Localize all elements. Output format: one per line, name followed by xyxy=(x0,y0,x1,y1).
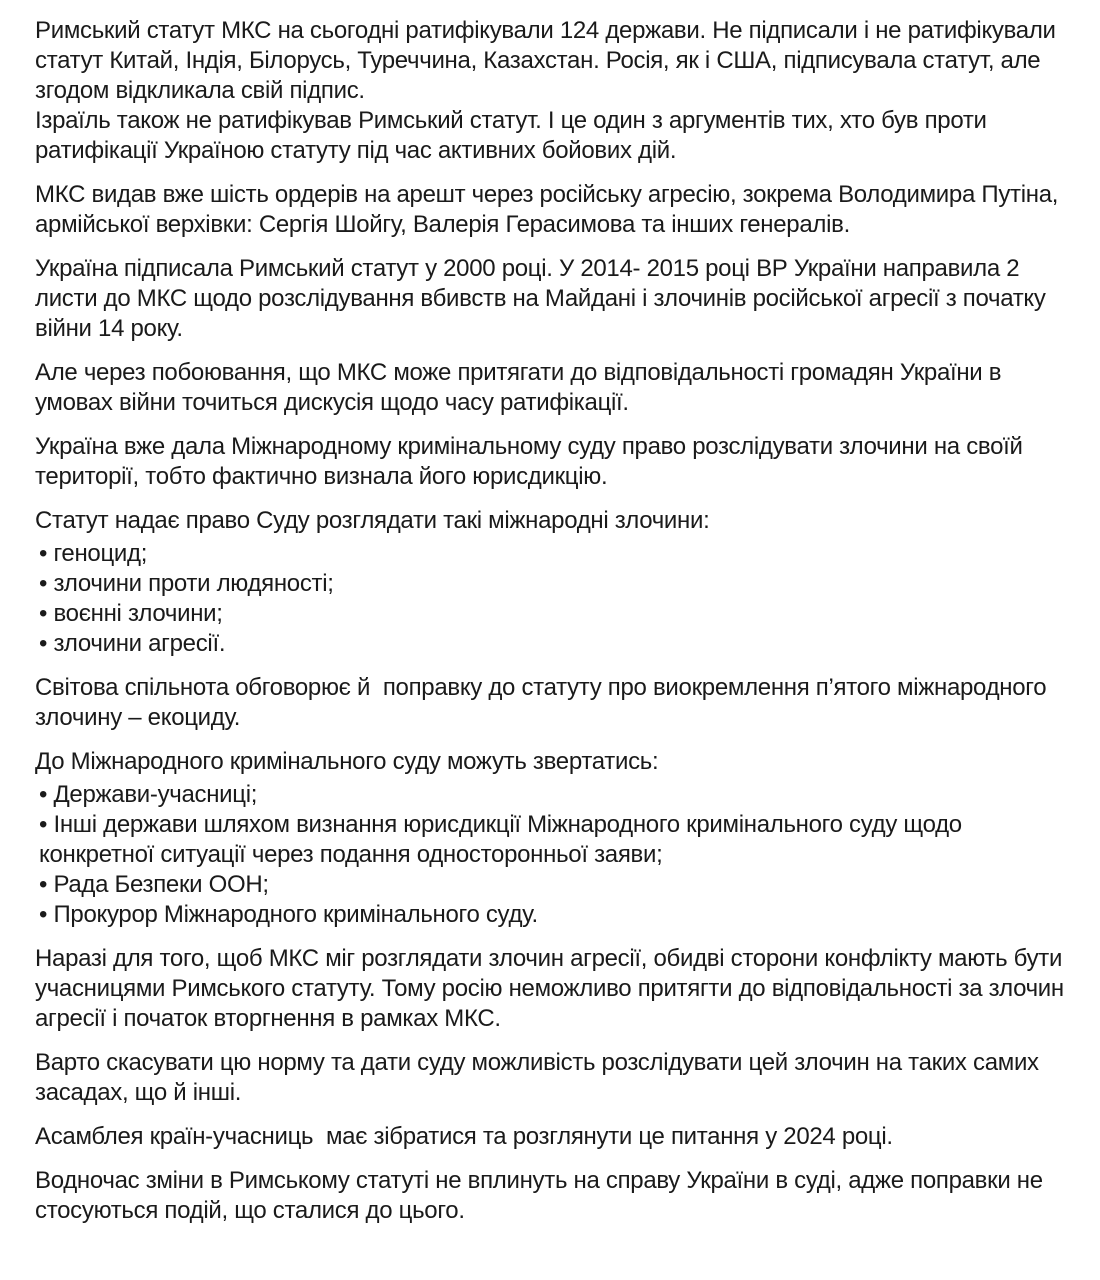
paragraph: Україна вже дала Міжнародному кримінальному суду право розслідувати злочини на своїй території, тобто фактично визнала його юрисдикцію. xyxy=(35,433,1029,490)
list-item: • воєнні злочини; xyxy=(39,600,223,627)
paragraph: До Міжнародного кримінального суду можуть звертатись: xyxy=(35,748,659,775)
list-item: • Держави-учасниці; xyxy=(39,781,258,808)
paragraph: Україна підписала Римський статут у 2000 році. У 2014- 2015 році ВР України направила 2 листи до МКС щодо розслідування вбивств на Майдані і злочинів російської агресії з початку війни 14 року. xyxy=(35,255,1052,342)
paragraph: Світова спільнота обговорює й поправку до статуту про виокремлення п’ятого міжнародного злочину – екоциду. xyxy=(35,674,1053,731)
list-item: • Рада Безпеки ООН; xyxy=(39,871,269,898)
list-item: • злочини агресії. xyxy=(39,630,226,657)
list-item: • злочини проти людяності; xyxy=(39,570,334,597)
paragraph: Наразі для того, щоб МКС міг розглядати злочин агресії, обидві сторони конфлікту мають бути учасницями Римського статуту. Тому росію неможливо притягти до відповідальності за злочин агресії і початок вторгнення в рамках МКС. xyxy=(35,945,1071,1032)
paragraph: Статут надає право Суду розглядати такі міжнародні злочини: xyxy=(35,507,710,534)
paragraph: Але через побоювання, що МКС може притягати до відповідальності громадян України в умовах війни точиться дискусія щодо часу ратифікації. xyxy=(35,359,1008,416)
paragraph: Римський статут МКС на сьогодні ратифікували 124 держави. Не підписали і не ратифікували статут Китай, Індія, Білорусь, Туреччина, Казахстан. Росія, як і США, підписувала статут, але згодом відкликала свій підпис. xyxy=(35,17,1063,104)
bullet-list xyxy=(35,780,1065,930)
paragraph: Варто скасувати цю норму та дати суду можливість розслідувати цей злочин на таких самих засадах, що й інші. xyxy=(35,1049,1046,1106)
list-item: • Прокурор Міжнародного кримінального суду. xyxy=(39,901,538,928)
paragraph: Асамблея країн-учасниць має зібратися та розглянути це питання у 2024 році. xyxy=(35,1123,893,1150)
paragraph: Ізраїль також не ратифікував Римський статут. І це один з аргументів тих, хто був проти ратифікації Україною статуту під час активних бойових дій. xyxy=(35,107,994,164)
list-item: • Інші держави шляхом визнання юрисдикції Міжнародного кримінального суду щодо конкретної ситуації через подання односторонньої заяви; xyxy=(39,811,969,868)
bullet-list xyxy=(35,539,1065,659)
paragraph: МКС видав вже шість ордерів на арешт через російську агресію, зокрема Володимира Путіна, армійської верхівки: Сергія Шойгу, Валерія Герасимова та інших генералів. xyxy=(35,181,1065,238)
paragraph: Водночас зміни в Римському статуті не вплинуть на справу України в суді, адже поправки не стосуються подій, що сталися до цього. xyxy=(35,1167,1050,1224)
list-item: • геноцид; xyxy=(39,540,148,567)
